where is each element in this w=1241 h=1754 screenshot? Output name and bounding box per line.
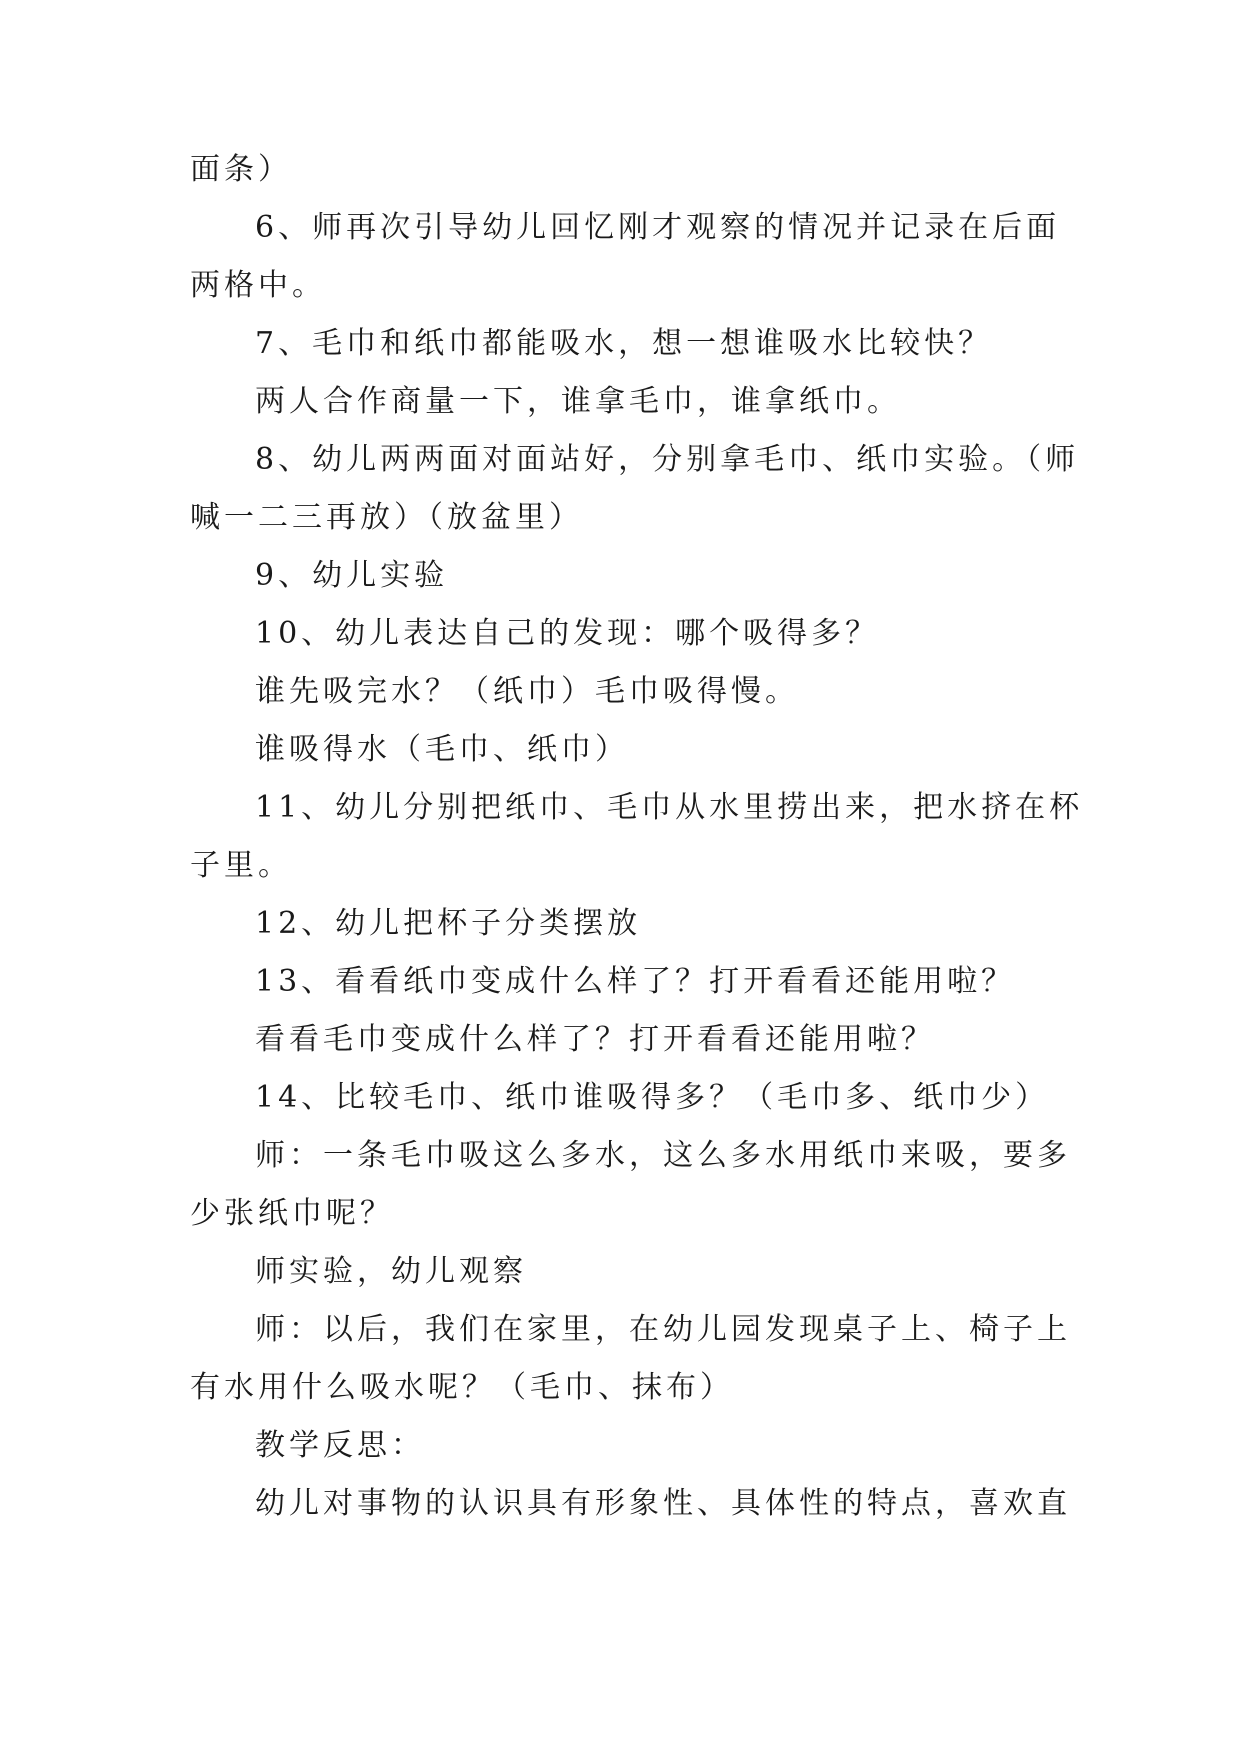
text-line: 师实验，幼儿观察 — [255, 1254, 527, 1289]
text-line-continuation: 喊一二三再放）（放盆里） — [190, 500, 583, 535]
text-line: 谁吸得水（毛巾、纸巾） — [255, 732, 629, 767]
text-line-continuation: 少张纸巾呢？ — [190, 1196, 394, 1231]
step-11-line: 11、幼儿分别把纸巾、毛巾从水里捞出来，把水挤在杯 — [255, 790, 1084, 825]
step-9-line: 9、幼儿实验 — [255, 558, 449, 593]
step-6-line: 6、师再次引导幼儿回忆刚才观察的情况并记录在后面 — [255, 210, 1061, 245]
step-10-line: 10、幼儿表达自己的发现：哪个吸得多？ — [255, 616, 880, 651]
step-13-line: 13、看看纸巾变成什么样了？打开看看还能用啦？ — [255, 964, 1016, 999]
step-7-line: 7、毛巾和纸巾都能吸水，想一想谁吸水比较快？ — [255, 326, 993, 361]
text-line: 幼儿对事物的认识具有形象性、具体性的特点，喜欢直 — [255, 1486, 1071, 1521]
step-8-line: 8、幼儿两两面对面站好，分别拿毛巾、纸巾实验。（师 — [255, 442, 1080, 477]
text-line-continuation: 有水用什么吸水呢？（毛巾、抹布） — [190, 1370, 734, 1405]
text-line: 看看毛巾变成什么样了？打开看看还能用啦？ — [255, 1022, 935, 1057]
text-line: 两人合作商量一下，谁拿毛巾，谁拿纸巾。 — [255, 384, 901, 419]
section-heading-reflection: 教学反思： — [255, 1428, 425, 1463]
text-line-continuation: 子里。 — [190, 848, 292, 883]
text-line-continuation: 两格中。 — [190, 268, 326, 303]
step-12-line: 12、幼儿把杯子分类摆放 — [255, 906, 642, 941]
step-14-line: 14、比较毛巾、纸巾谁吸得多？（毛巾多、纸巾少） — [255, 1080, 1050, 1115]
teacher-line: 师：一条毛巾吸这么多水，这么多水用纸巾来吸，要多 — [255, 1138, 1071, 1173]
teacher-line: 师：以后，我们在家里，在幼儿园发现桌子上、椅子上 — [255, 1312, 1071, 1347]
text-line-continuation: 面条） — [190, 152, 292, 187]
text-line: 谁先吸完水？（纸巾）毛巾吸得慢。 — [255, 674, 799, 709]
